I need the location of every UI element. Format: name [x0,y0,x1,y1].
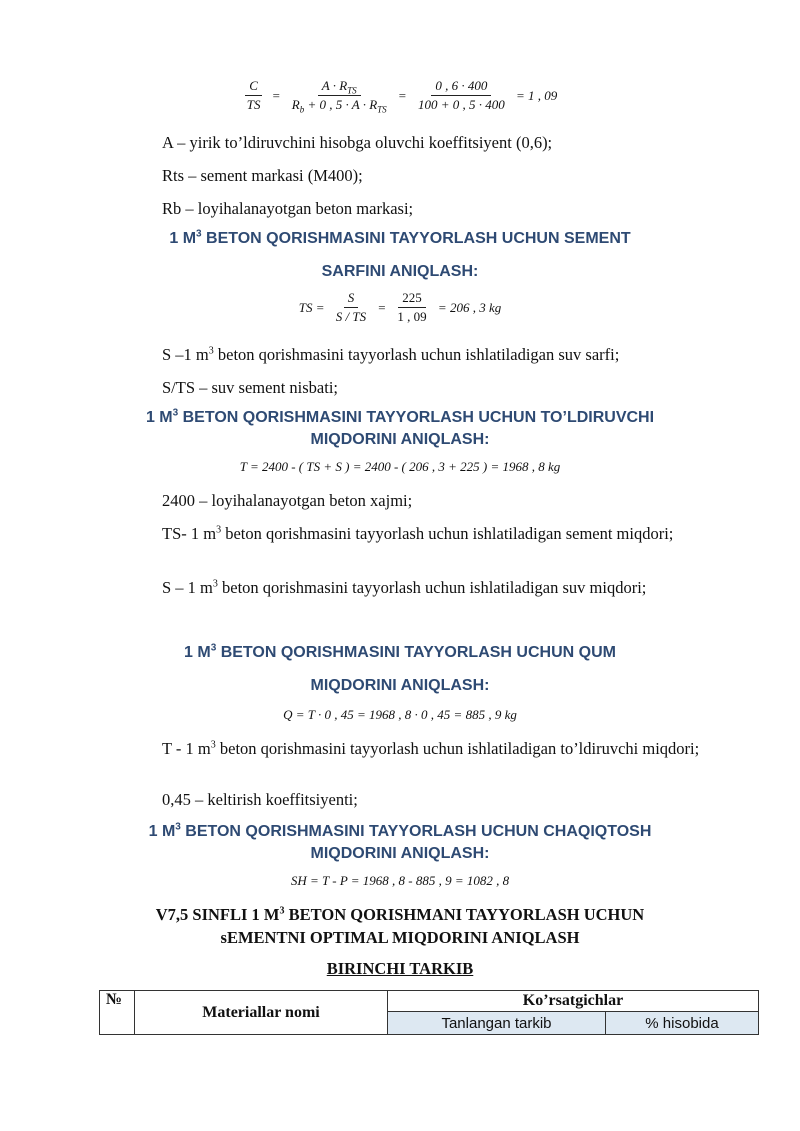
definition-t: T - 1 $m^3$ beton qorishmasini tayyorlash uchun ishlatiladigan to’ldiruvchi miqdori; [162,739,700,758]
col-material-name: Materiallar nomi [135,991,388,1035]
heading-crushed-stone: 1 $M^3$ BETON QORISHMASINI TAYYORLASH UCHUN CHAQIQTOSH [148,821,652,840]
col-selected-composition: Tanlangan tarkib [388,1012,606,1035]
definition-ts: TS- 1 $m^3$ beton qorishmasini tayyorlash uchun ishlatiladigan sement miqdori; [162,524,674,543]
definition-s-ts: S/TS – suv sement nisbati; [162,378,339,397]
heading-filler-amount-line2: MIQDORINI ANIQLASH: [310,431,490,448]
heading-sand-amount: 1 $M^3$ BETON QORISHMASINI TAYYORLASH UCHUN QUM [184,642,616,661]
definition-coefficient: 0,45 – keltirish koeffitsiyenti; [162,790,358,809]
definition-s-water: S –1 $m^3$ beton qorishmasini tayyorlash uchun ishlatiladigan suv sarfi; [162,345,620,364]
heading-first-composition: BIRINCHI TARKIB [326,959,474,978]
formula-sand: Q = T · 0 , 45 = 1968 , 8 · 0 , 45 = 885 , 9 kg [283,707,517,722]
col-percent: % hisobida [605,1012,758,1035]
heading-optimal-cement: V7,5 SINFLI 1 $M^3$ BETON QORISHMANI TAYYORLASH UCHUN [155,905,645,924]
heading-cement-consumption-line2: SARFINI ANIQLASH: [321,263,479,280]
formula-filler: T = 2400 - ( TS + S ) = 2400 - ( 206 , 3 + 225 ) = 1968 , 8 kg [239,459,561,474]
heading-cement-consumption: 1 $M^3$ BETON QORISHMASINI TAYYORLASH UCHUN SEMENT [169,228,631,247]
heading-crushed-stone-line2: MIQDORINI ANIQLASH: [310,845,490,862]
col-number: № [100,991,135,1035]
col-indicators: Ko’rsatgichlar [388,991,759,1012]
definition-s-water-amount: S – 1 $m^3$ beton qorishmasini tayyorlash uchun ishlatiladigan suv miqdori; [162,578,647,597]
heading-sand-amount-line2: MIQDORINI ANIQLASH: [310,677,490,694]
definition-a: A – yirik to’ldiruvchini hisobga oluvchi koeffitsiyent (0,6); [162,133,553,152]
formula-cement-amount: TS = $\frac{S}{S / TS}$ = $\frac{225}{1 , 09}$ = 206 , 3 kg [298,290,502,324]
formula-cement-water-ratio: $\frac{C}{TS}$ = $\frac{A \cdot R_{TS}}{R_b + 0 , 5 \cdot A \cdot R_{TS}}$ = $\frac{0 , 6 \cdot 400}{100 + 0 , 5 \cdot 400}$ = 1 , 09 [246,78,558,115]
formula-crushed-stone: SH = T - P = 1968 , 8 - 885 , 9 = 1082 , 8 [290,873,510,888]
heading-filler-amount: 1 $M^3$ BETON QORISHMASINI TAYYORLASH UCHUN TO’LDIRUVCHI [145,407,655,426]
materials-table [99,990,759,1035]
definition-rts: Rts – sement markasi (M400); [162,166,363,185]
definition-rb: Rb – loyihalanayotgan beton markasi; [162,199,414,218]
definition-2400: 2400 – loyihalanayotgan beton xajmi; [162,491,413,510]
table-header-row [100,991,759,1012]
heading-optimal-cement-line2: sEMENTNI OPTIMAL MIQDORINI ANIQLASH [220,928,580,947]
